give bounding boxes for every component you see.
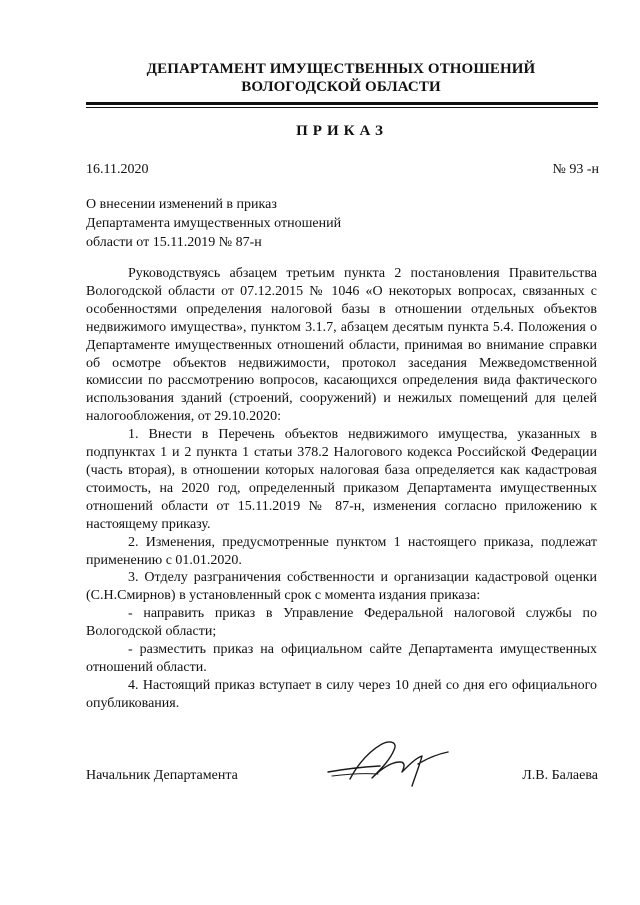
document-date: 16.11.2020 [86,162,149,177]
subject-line: области от 15.11.2019 № 87-н [86,235,262,250]
subject-line: Департамента имущественных отношений [86,216,342,231]
body-paragraph: 3. Отделу разграничения собственности и организации кадастровой оценки (С.Н.Смирнов) в установленный срок с момента издания приказа: [86,570,597,604]
body-paragraph: 2. Изменения, предусмотренные пунктом 1 настоящего приказа, подлежат применению с 01.01.2020. [86,534,597,568]
document-subject [86,195,341,252]
document-number: № 93 -н [552,162,599,177]
document-body [86,265,597,713]
body-paragraph: 4. Настоящий приказ вступает в силу через 10 дней со дня его официального опубликования. [86,677,597,711]
body-paragraph: - направить приказ в Управление Федеральной налоговой службы по Вологодской области; [86,606,597,640]
subject-line: О внесении изменений в приказ [86,197,277,212]
header-rule-thick [86,102,598,105]
handwritten-signature [320,734,450,794]
document-title: ПРИКАЗ [296,123,388,139]
signer-name: Л.В. Балаева [522,768,598,783]
body-paragraph: 1. Внести в Перечень объектов недвижимого имущества, указанных в подпунктах 1 и 2 пункта 1 статьи 378.2 Налогового кодекса Российской Федерации (часть вторая), в отношении которых налоговая база определяется как кадастровая стоимость, на 2020 год, определенный приказом Департамента имущественных отношений области от 15.11.2019 № 87-н, изменения согласно приложению к настоящему приказу. [86,427,597,532]
header-rule-thin [86,107,598,108]
org-name-line2: ВОЛОГОДСКОЙ ОБЛАСТИ [241,79,441,95]
org-name-line1: ДЕПАРТАМЕНТ ИМУЩЕСТВЕННЫХ ОТНОШЕНИЙ [146,61,536,77]
body-paragraph: - разместить приказ на официальном сайте Департамента имущественных отношений области. [86,642,597,675]
signer-position: Начальник Департамента [86,768,238,783]
body-paragraph: Руководствуясь абзацем третьим пункта 2 постановления Правительства Вологодской области от 07.12.2015 № 1046 «О некоторых вопросах, связанных с особенностями определения налоговой базы в отношении отдельных объектов недвижимого имущества», пунктом 3.1.7, абзацем десятым пункта 5.4. Положения о Департаменте имущественных отношений области, принимая во внимание справки об осмотре объектов недвижимости, протокол заседания Межведомственной комиссии по рассмотрению вопросов, касающихся определения вида фактического использования зданий (строений, сооружений) и нежилых помещений для целей налогообложения, от 29.10.2020: [86,266,597,425]
